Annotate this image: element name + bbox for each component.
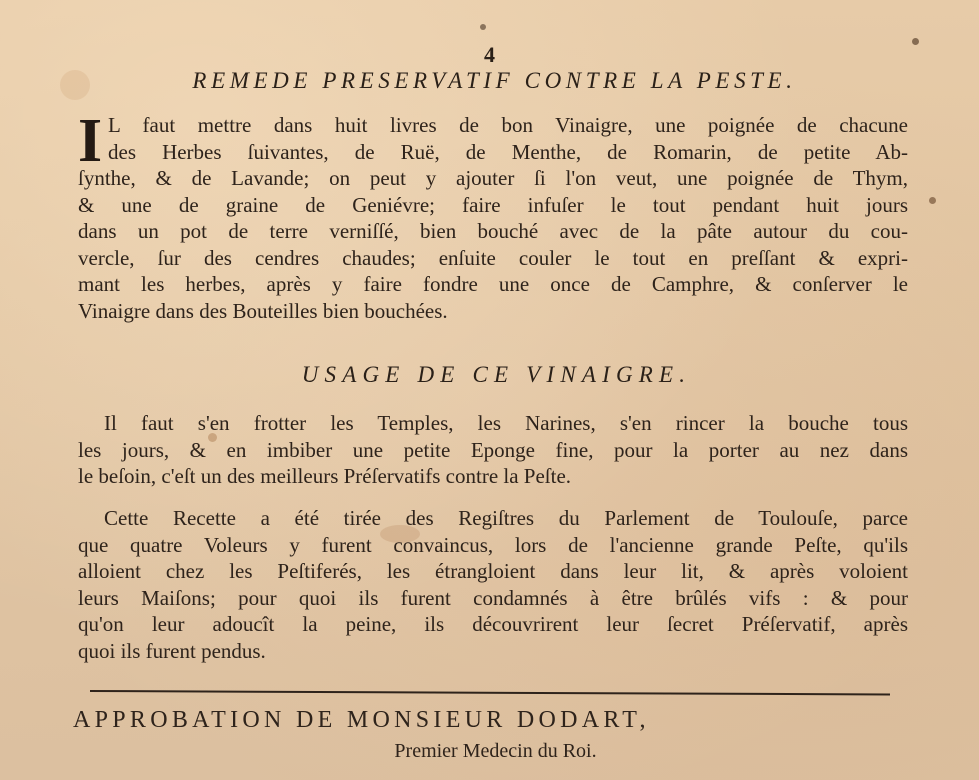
page-number: 4 <box>484 42 495 67</box>
paper-stain <box>480 24 486 30</box>
text-line: des Herbes ſuivantes, de Ruë, de Menthe, de Romarin, de petite Ab- <box>108 139 908 164</box>
paper-stain <box>929 197 936 204</box>
horizontal-rule <box>90 690 890 695</box>
usage-paragraph <box>78 410 908 490</box>
text-line: les jours, & en imbiber une petite Eponge fine, pour la porter au nez dans <box>78 437 908 462</box>
text-line: vercle, ſur des cendres chaudes; enſuite couler le tout en preſſant & expri- <box>78 245 908 270</box>
text-line: dans un pot de terre verniſſé, bien bouché avec de la pâte autour du cou- <box>78 219 908 243</box>
text-line: quoi ils furent pendus. <box>78 638 266 663</box>
text-line: Cette Recette a été tirée des Regiſtres du Parlement de Toulouſe, parce <box>104 506 908 530</box>
approbation-heading: APPROBATION DE MONSIEUR DODART, <box>73 707 650 733</box>
text-line: mant les herbes, après y faire fondre une once de Camphre, & conſerver le <box>78 272 908 296</box>
text-line: & une de graine de Geniévre; faire infuſer le tout pendant huit jours <box>78 192 908 217</box>
history-paragraph <box>78 505 908 664</box>
recipe-paragraph <box>78 107 908 324</box>
approbation-subheading: Premier Medecin du Roi. <box>394 740 597 762</box>
text-line: alloient chez les Peſtiferés, les étrangloient dans leur lit, & après voloient <box>78 559 908 583</box>
text-line: Vinaigre dans des Bouteilles bien bouchées. <box>78 298 448 323</box>
text-line: ſynthe, & de Lavande; on peut y ajouter ſi l'on veut, une poignée de Thym, <box>78 166 908 190</box>
text-line: que quatre Voleurs y furent convaincus, lors de l'ancienne grande Peſte, qu'ils <box>78 532 908 557</box>
drop-cap: I <box>78 107 103 175</box>
text-line: Il faut s'en frotter les Temples, les Narines, s'en rincer la bouche tous <box>104 411 908 435</box>
section-heading-usage: USAGE DE CE VINAIGRE. <box>301 362 692 387</box>
text-line: qu'on leur adoucît la peine, ils découvrirent leur ſecret Préſervatif, après <box>78 612 908 636</box>
page-title: REMEDE PRESERVATIF CONTRE LA PESTE. <box>192 68 797 93</box>
text-line: le beſoin, c'eſt un des meilleurs Préſervatifs contre la Peſte. <box>78 464 572 488</box>
text-line: leurs Maiſons; pour quoi ils furent condamnés à être brûlés vifs : & pour <box>78 585 908 610</box>
text-line: L faut mettre dans huit livres de bon Vinaigre, une poignée de chacune <box>108 113 908 137</box>
